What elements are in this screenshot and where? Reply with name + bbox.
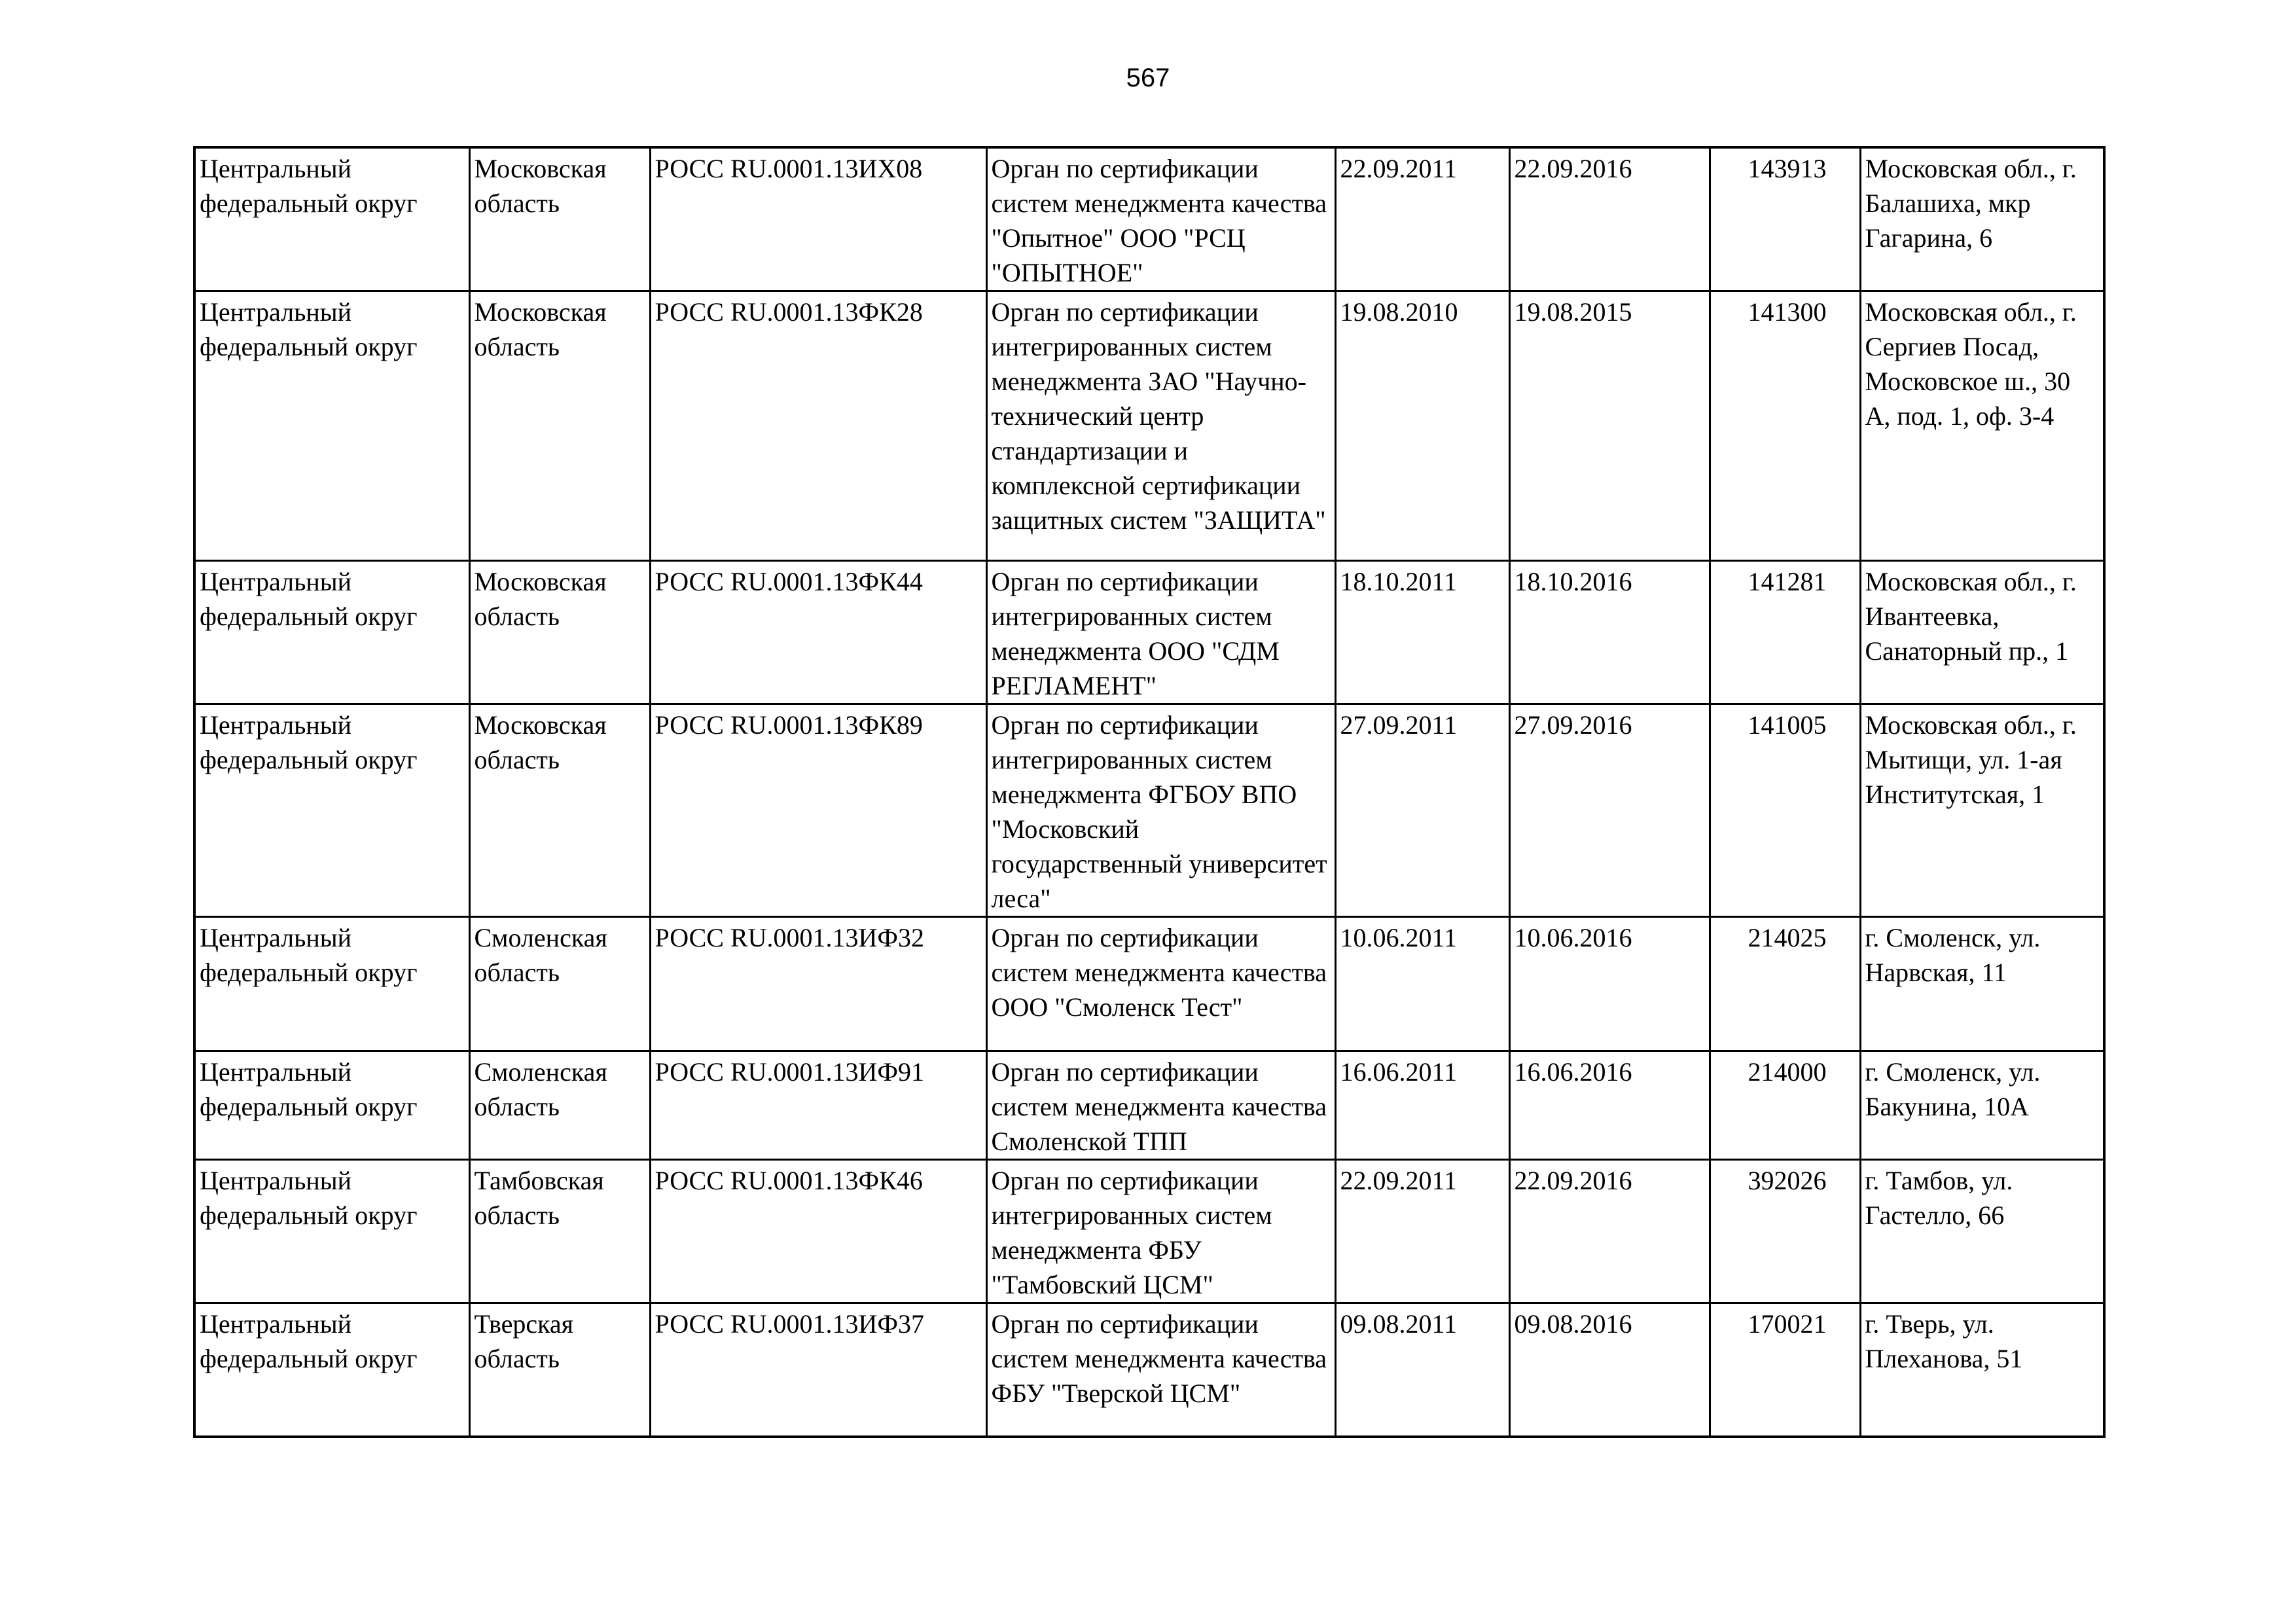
district-cell: Центральный федеральный округ [194,291,469,561]
postcode-cell: 141005 [1710,704,1860,917]
certification-body-cell: Орган по сертификации интегрированных систем менеджмента ФБУ "Тамбовский ЦСМ" [986,1160,1335,1303]
certification-body-cell: Орган по сертификации систем менеджмента качества ФБУ "Тверской ЦСМ" [986,1303,1335,1437]
postcode-cell: 143913 [1710,147,1860,291]
certification-body-cell: Орган по сертификации интегрированных систем менеджмента ООО "СДМ РЕГЛАМЕНТ" [986,561,1335,704]
region-cell: Тверская область [469,1303,650,1437]
registration-number-cell: РОСС RU.0001.13ФК28 [650,291,986,561]
date-from-cell: 10.06.2011 [1335,917,1509,1051]
date-from-cell: 18.10.2011 [1335,561,1509,704]
certification-body-cell: Орган по сертификации систем менеджмента качества ООО "Смоленск Тест" [986,917,1335,1051]
address-cell: г. Смоленск, ул. Нарвская, 11 [1860,917,2104,1051]
address-cell: Московская обл., г. Ивантеевка, Санаторный пр., 1 [1860,561,2104,704]
date-to-cell: 22.09.2016 [1509,147,1710,291]
date-to-cell: 10.06.2016 [1509,917,1710,1051]
certification-body-cell: Орган по сертификации интегрированных систем менеджмента ЗАО "Научно-технический центр стандартизации и комплексной сертификации защитных систем "ЗАЩИТА" [986,291,1335,561]
date-to-cell: 19.08.2015 [1509,291,1710,561]
district-cell: Центральный федеральный округ [194,704,469,917]
registration-number-cell: РОСС RU.0001.13ФК46 [650,1160,986,1303]
region-cell: Смоленская область [469,917,650,1051]
registration-number-cell: РОСС RU.0001.13ИФ37 [650,1303,986,1437]
address-cell: г. Тамбов, ул. Гастелло, 66 [1860,1160,2104,1303]
table-row [194,1160,2104,1303]
address-cell: г. Смоленск, ул. Бакунина, 10А [1860,1051,2104,1160]
date-from-cell: 27.09.2011 [1335,704,1509,917]
table-row [194,561,2104,704]
date-from-cell: 16.06.2011 [1335,1051,1509,1160]
date-to-cell: 22.09.2016 [1509,1160,1710,1303]
district-cell: Центральный федеральный округ [194,1303,469,1437]
certification-body-cell: Орган по сертификации систем менеджмента качества "Опытное" ООО "РСЦ "ОПЫТНОЕ" [986,147,1335,291]
date-from-cell: 19.08.2010 [1335,291,1509,561]
registration-number-cell: РОСС RU.0001.13ИФ91 [650,1051,986,1160]
certification-body-cell: Орган по сертификации систем менеджмента качества Смоленской ТПП [986,1051,1335,1160]
date-from-cell: 22.09.2011 [1335,147,1509,291]
table-row [194,291,2104,561]
address-cell: Московская обл., г. Сергиев Посад, Московское ш., 30 А, под. 1, оф. 3-4 [1860,291,2104,561]
certification-body-cell: Орган по сертификации интегрированных систем менеджмента ФГБОУ ВПО "Московский государственный университет леса" [986,704,1335,917]
registration-number-cell: РОСС RU.0001.13ИФ32 [650,917,986,1051]
registration-number-cell: РОСС RU.0001.13ИХ08 [650,147,986,291]
region-cell: Тамбовская область [469,1160,650,1303]
registration-number-cell: РОСС RU.0001.13ФК89 [650,704,986,917]
registration-number-cell: РОСС RU.0001.13ФК44 [650,561,986,704]
table-row [194,1303,2104,1437]
postcode-cell: 141281 [1710,561,1860,704]
postcode-cell: 170021 [1710,1303,1860,1437]
table-row [194,147,2104,291]
address-cell: Московская обл., г. Мытищи, ул. 1-ая Институтская, 1 [1860,704,2104,917]
page-number: 567 [1126,63,1170,92]
date-to-cell: 16.06.2016 [1509,1051,1710,1160]
postcode-cell: 392026 [1710,1160,1860,1303]
table-row [194,704,2104,917]
postcode-cell: 141300 [1710,291,1860,561]
region-cell: Московская область [469,147,650,291]
district-cell: Центральный федеральный округ [194,1160,469,1303]
region-cell: Смоленская область [469,1051,650,1160]
table-row [194,917,2104,1051]
date-to-cell: 27.09.2016 [1509,704,1710,917]
date-to-cell: 18.10.2016 [1509,561,1710,704]
district-cell: Центральный федеральный округ [194,917,469,1051]
district-cell: Центральный федеральный округ [194,561,469,704]
region-cell: Московская область [469,561,650,704]
postcode-cell: 214025 [1710,917,1860,1051]
district-cell: Центральный федеральный округ [194,1051,469,1160]
region-cell: Московская область [469,291,650,561]
certification-bodies-table [193,146,2106,1438]
date-from-cell: 22.09.2011 [1335,1160,1509,1303]
table-row [194,1051,2104,1160]
postcode-cell: 214000 [1710,1051,1860,1160]
date-from-cell: 09.08.2011 [1335,1303,1509,1437]
district-cell: Центральный федеральный округ [194,147,469,291]
address-cell: г. Тверь, ул. Плеханова, 51 [1860,1303,2104,1437]
address-cell: Московская обл., г. Балашиха, мкр Гагарина, 6 [1860,147,2104,291]
date-to-cell: 09.08.2016 [1509,1303,1710,1437]
region-cell: Московская область [469,704,650,917]
